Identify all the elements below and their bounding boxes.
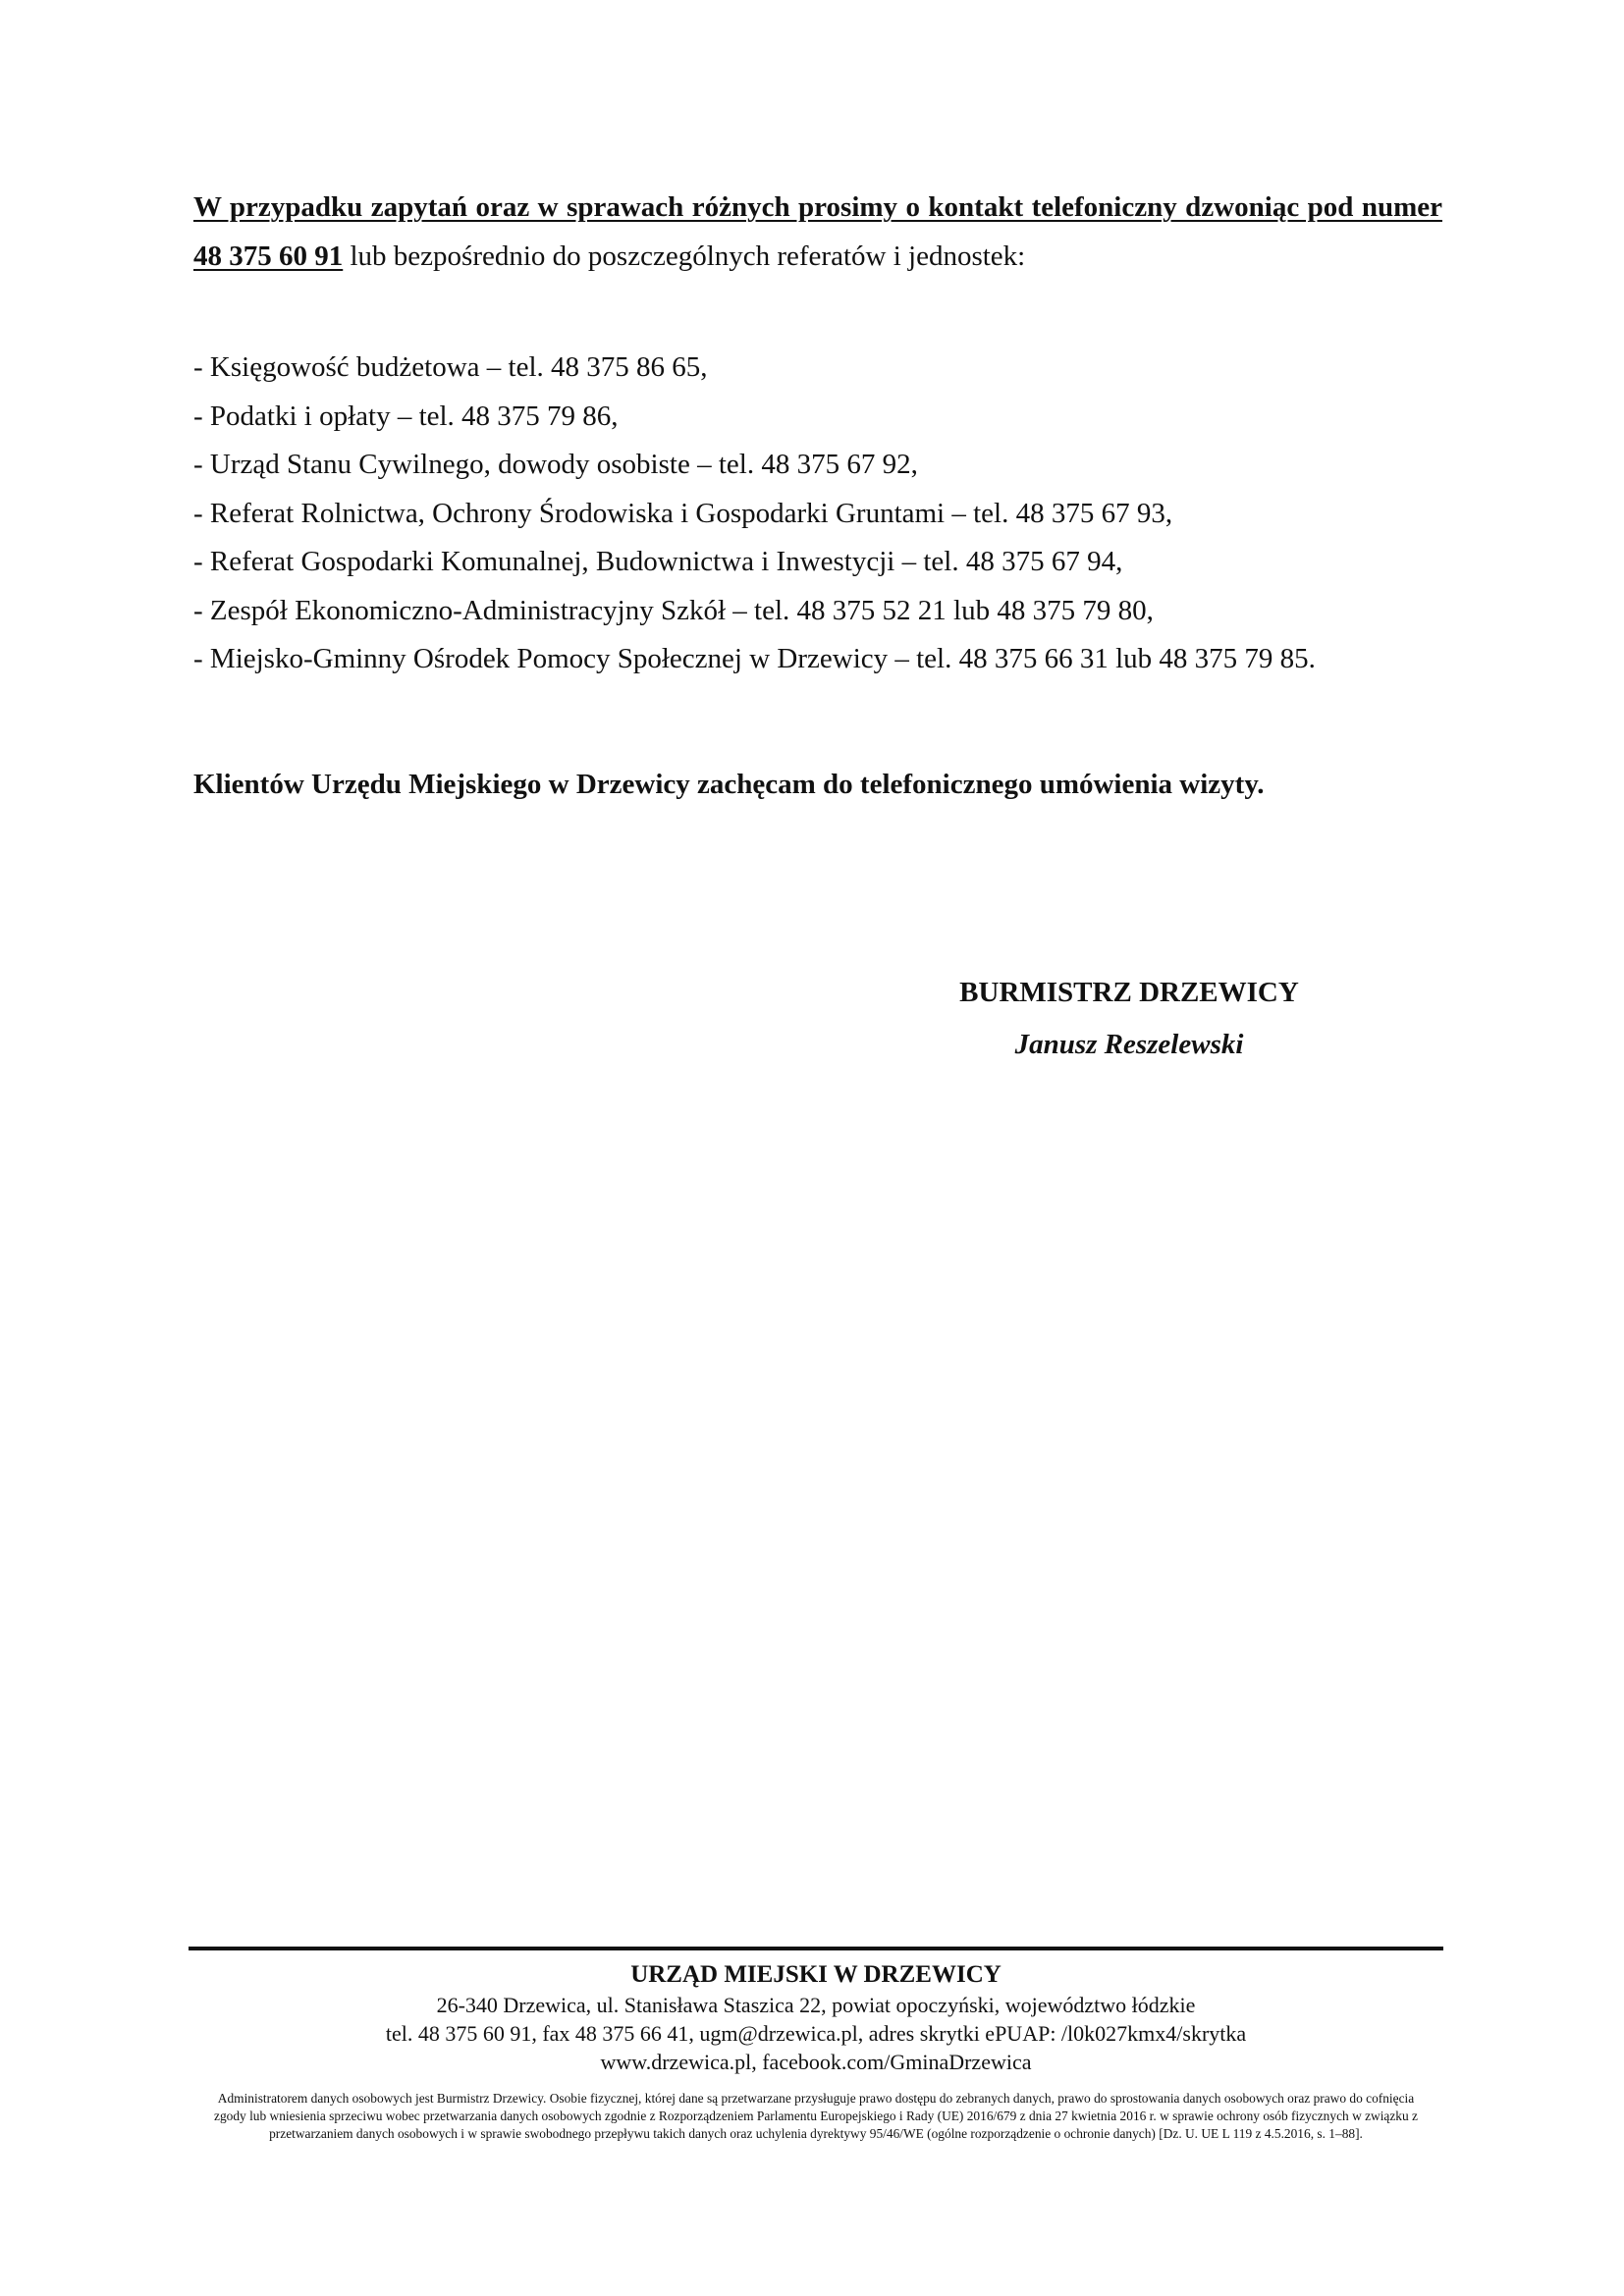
footer-contact: tel. 48 375 60 91, fax 48 375 66 41, ugm@drzewica.pl, adres skrytki ePUAP: /l0k027kmx4/skrytka — [385, 2021, 1247, 2046]
contact-item: - Zespół Ekonomiczno-Administracyjny Szkół – tel. 48 375 52 21 lub 48 375 79 80, — [193, 594, 1154, 626]
signature-name: Janusz Reszelewski — [1014, 1029, 1244, 1060]
intro-emphasis: W przypadku zapytań oraz w sprawach różnych prosimy o kontakt telefoniczny dzwoniąc pod numer 48 375 60 91 — [193, 191, 1442, 272]
contact-item: - Urząd Stanu Cywilnego, dowody osobiste – tel. 48 375 67 92, — [193, 449, 918, 480]
footer-org-name: URZĄD MIEJSKI W DRZEWICY — [630, 1961, 1001, 1988]
contact-item: - Księgowość budżetowa – tel. 48 375 86 65, — [193, 351, 708, 383]
footer-gdpr-notice: Administratorem danych osobowych jest Burmistrz Drzewicy. Osobie fizycznej, której dane są przetwarzane przysługuje prawo dostępu do zebranych danych, prawo do sprostowania danych osobowych oraz prawo do cofnięcia zgody lub wniesienia sprzeciwu wobec przetwarzania danych osobowych zgodnie z Rozporządzeniem Parlamentu Europejskiego i Rady (UE) 2016/679 z dnia 27 kwietnia 2016 r. w sprawie ochrony osób fizycznych w związku z przetwarzaniem danych osobowych i w sprawie swobodnego przepływu takich danych oraz uchylenia dyrektywy 95/46/WE (ogólne rozporządzenie o ochronie danych) [Dz. U. UE L 119 z 4.5.2016, s. 1–88]. — [214, 2091, 1418, 2141]
footer-divider — [189, 1947, 1443, 1950]
contact-item: - Miejsko-Gminny Ośrodek Pomocy Społecznej w Drzewicy – tel. 48 375 66 31 lub 48 375 79 85. — [193, 643, 1316, 674]
footer-address: 26-340 Drzewica, ul. Stanisława Staszica 22, powiat opoczyński, województwo łódzkie — [436, 1993, 1196, 2017]
signature-title: BURMISTRZ DRZEWICY — [959, 977, 1299, 1008]
contact-item: - Podatki i opłaty – tel. 48 375 79 86, — [193, 400, 619, 432]
intro-paragraph — [193, 183, 1442, 281]
signature-block — [913, 967, 1345, 1071]
intro-rest: lub bezpośrednio do poszczególnych referatów i jednostek: — [343, 240, 1026, 272]
contacts-list — [193, 344, 1442, 684]
footer-web: www.drzewica.pl, facebook.com/GminaDrzewica — [600, 2050, 1032, 2074]
contact-item: - Referat Rolnictwa, Ochrony Środowiska i Gospodarki Gruntami – tel. 48 375 67 93, — [193, 497, 1173, 529]
appeal-paragraph: Klientów Urzędu Miejskiego w Drzewicy zachęcam do telefonicznego umówienia wizyty. — [193, 769, 1265, 800]
footer — [189, 1959, 1443, 2143]
contact-item: - Referat Gospodarki Komunalnej, Budownictwa i Inwestycji – tel. 48 375 67 94, — [193, 546, 1123, 577]
